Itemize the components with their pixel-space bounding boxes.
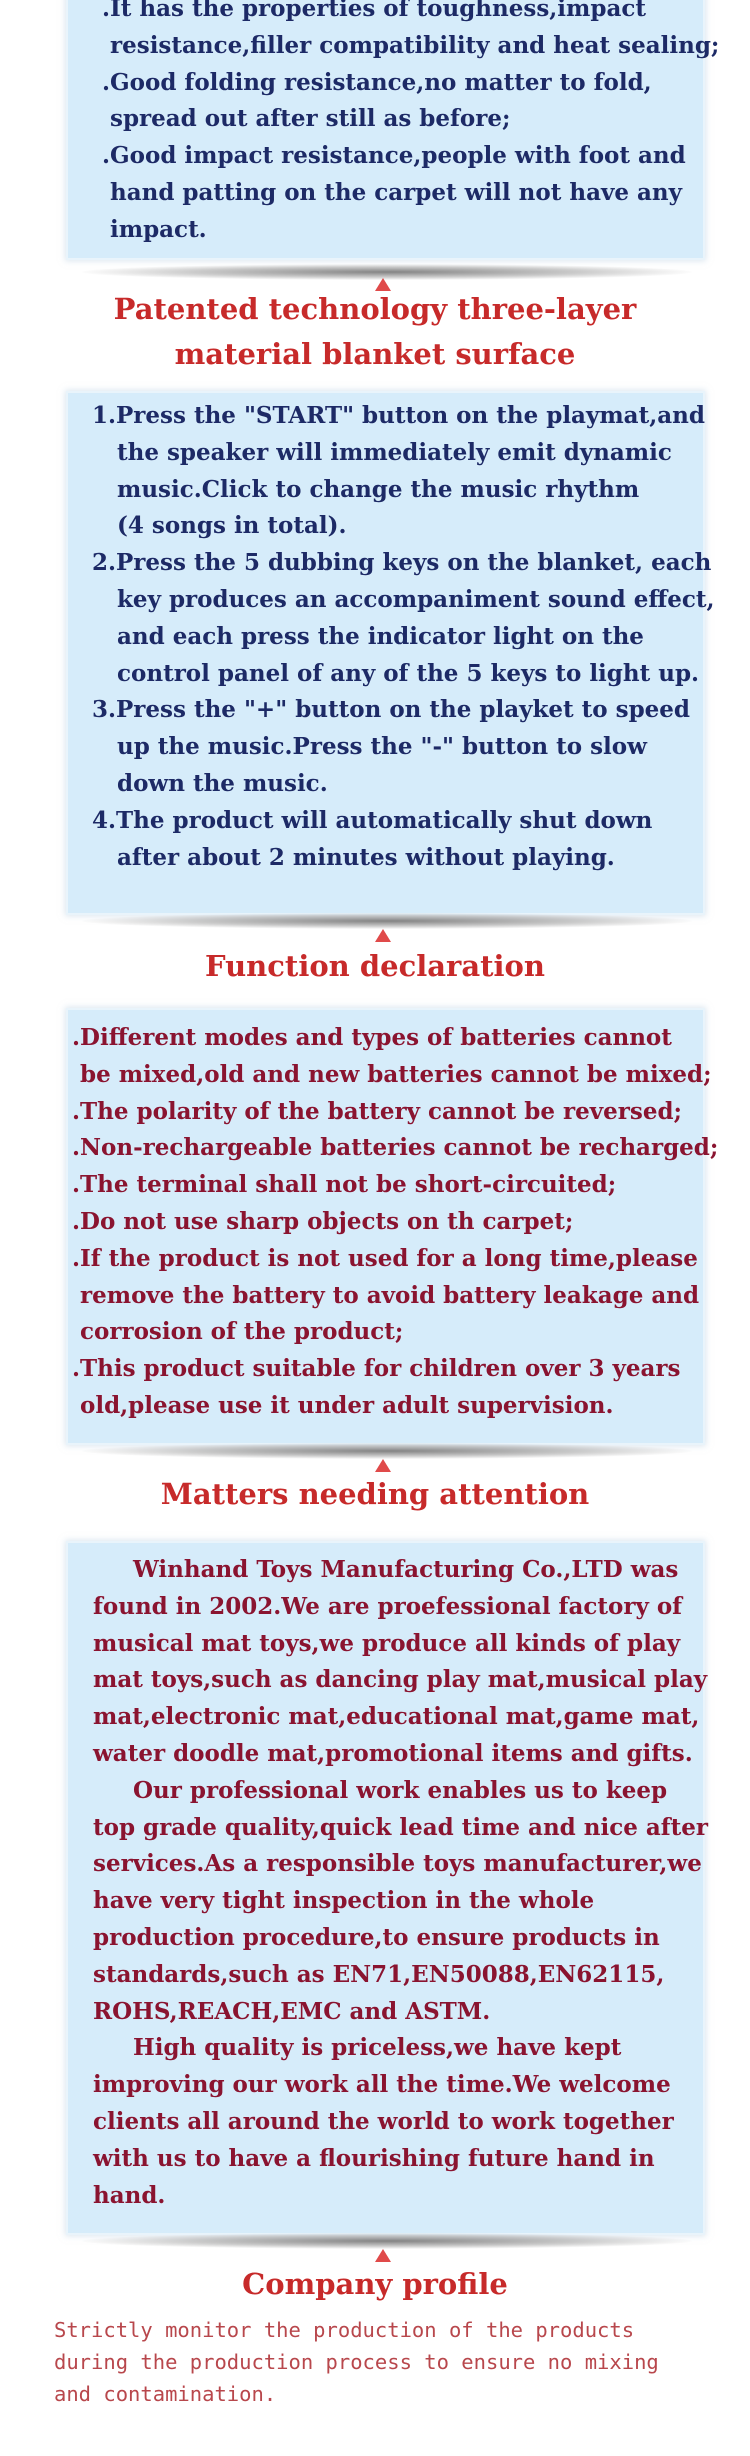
heading-attention: Matters needing attention (160, 1477, 590, 1511)
company-line: clients all around the world to work together (93, 2107, 674, 2135)
company-line: High quality is priceless,we have kept (133, 2034, 622, 2062)
function-line: key produces an accompaniment sound effect, (117, 585, 715, 613)
footer-line: and contamination. (54, 2382, 277, 2406)
attention-line: corrosion of the product; (80, 1318, 404, 1346)
function-line: (4 songs in total). (117, 512, 347, 540)
company-line: Our professional work enables us to keep (133, 1776, 668, 1804)
function-line: control panel of any of the 5 keys to light up. (117, 659, 700, 687)
function-line: up the music.Press the "-" button to slow (117, 733, 647, 761)
attention-line: .The terminal shall not be short-circuited; (72, 1171, 617, 1199)
heading-technology (0, 287, 750, 377)
heading-technology-line1: Patented technology three-layer (113, 292, 637, 326)
attention-line: .The polarity of the battery cannot be reversed; (72, 1097, 683, 1125)
function-card (68, 393, 715, 913)
properties-line: .Good folding resistance,no matter to fold, (102, 68, 652, 96)
company-line: mat toys,such as dancing play mat,musical play (93, 1666, 708, 1694)
company-line: production procedure,to ensure products in (93, 1923, 660, 1951)
attention-line: old,please use it under adult supervision. (80, 1391, 614, 1419)
function-line: and each press the indicator light on the (117, 622, 644, 650)
company-line: services.As a responsible toys manufacturer,we (93, 1850, 702, 1878)
company-line: top grade quality,quick lead time and nice after (93, 1813, 709, 1841)
attention-card (68, 1010, 719, 1443)
properties-line: spread out after still as before; (110, 105, 511, 133)
company-line: musical mat toys,we produce all kinds of play (93, 1629, 681, 1657)
card-shadow (82, 2233, 692, 2249)
function-line: 2.Press the 5 dubbing keys on the blanket, each (92, 549, 712, 577)
attention-line: .If the product is not used for a long time,please (72, 1244, 698, 1272)
footer-line: Strictly monitor the production of the products (54, 2318, 635, 2342)
attention-line: .Non-rechargeable batteries cannot be recharged; (72, 1134, 719, 1162)
attention-line: remove the battery to avoid battery leakage and (80, 1281, 700, 1309)
function-line: after about 2 minutes without playing. (117, 843, 615, 871)
properties-line: impact. (110, 215, 207, 243)
heading-company: Company profile (242, 2267, 508, 2301)
function-line: 1.Press the "START" button on the playmat,and (92, 402, 705, 429)
attention-line: be mixed,old and new batteries cannot be mixed; (80, 1060, 712, 1088)
triangle-marker-icon (375, 929, 391, 942)
company-line: hand. (93, 2181, 166, 2209)
company-card (68, 1543, 709, 2233)
footer-line: during the production process to ensure no mixing (54, 2350, 659, 2374)
heading-function: Function declaration (205, 949, 545, 983)
function-line: music.Click to change the music rhythm (117, 475, 640, 503)
company-line: found in 2002.We are proefessional factory of (93, 1592, 683, 1620)
company-line: have very tight inspection in the whole (93, 1887, 595, 1915)
company-line: standards,such as EN71,EN50088,EN62115, (93, 1960, 665, 1988)
triangle-marker-icon (375, 2249, 391, 2262)
function-line: 4.The product will automatically shut down (92, 806, 653, 834)
company-line: ROHS,REACH,EMC and ASTM. (93, 1997, 491, 2025)
properties-line: resistance,filler compatibility and heat sealing; (110, 31, 720, 59)
footer-text (54, 2314, 724, 2410)
company-line: improving our work all the time.We welcome (93, 2071, 671, 2099)
company-line: Winhand Toys Manufacturing Co.,LTD was (133, 1556, 679, 1583)
properties-line: hand patting on the carpet will not have any (110, 178, 682, 206)
attention-line: .Do not use sharp objects on th carpet; (72, 1207, 574, 1235)
heading-technology-line2: material blanket surface (174, 337, 576, 371)
company-line: water doodle mat,promotional items and gifts. (93, 1739, 693, 1767)
attention-line: .This product suitable for children over 3 years (72, 1355, 681, 1383)
function-line: down the music. (117, 769, 328, 797)
card-shadow (82, 913, 692, 929)
triangle-marker-icon (375, 1459, 391, 1472)
properties-line: .Good impact resistance,people with foot and (102, 142, 686, 170)
function-line: 3.Press the "+" button on the playket to speed (92, 696, 691, 724)
properties-card (68, 0, 720, 258)
company-line: mat,electronic mat,educational mat,game mat, (93, 1703, 700, 1731)
function-line: the speaker will immediately emit dynamic (117, 438, 672, 466)
properties-line: .It has the properties of toughness,impact (102, 0, 646, 22)
card-shadow (82, 1443, 692, 1459)
attention-line: .Different modes and types of batteries cannot (72, 1024, 672, 1051)
company-line: with us to have a flourishing future hand in (93, 2144, 655, 2172)
